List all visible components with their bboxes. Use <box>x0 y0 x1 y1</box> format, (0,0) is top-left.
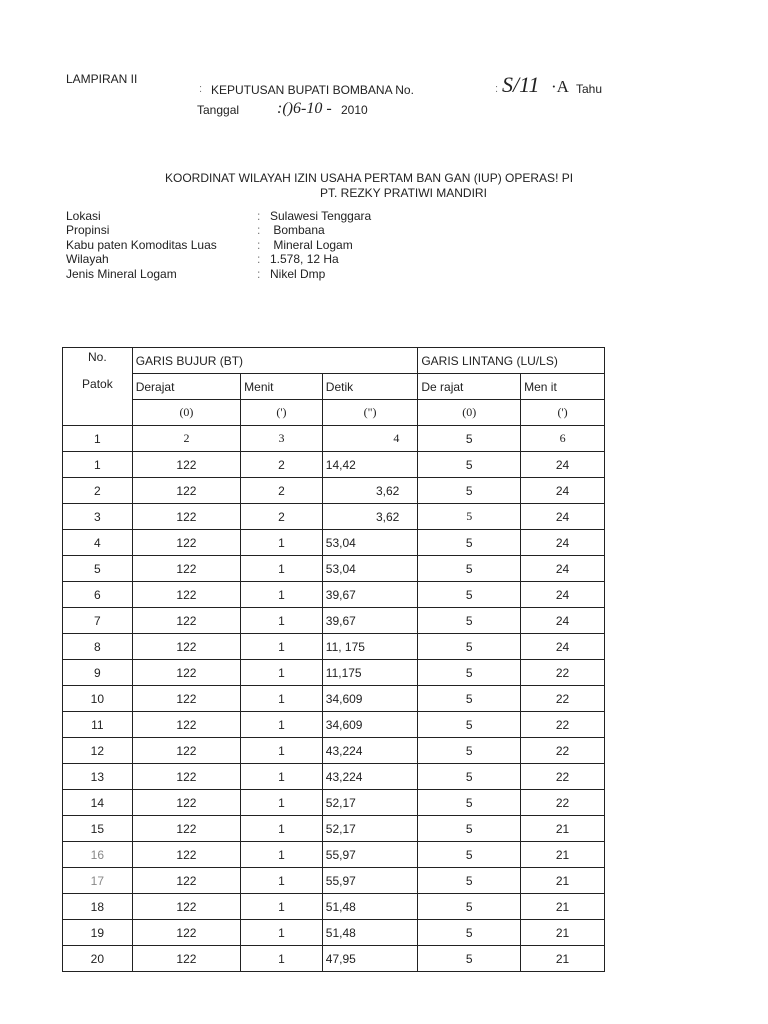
patok-number: 1 <box>63 452 133 478</box>
table-row <box>63 452 605 478</box>
coordinate-table <box>62 347 605 972</box>
lintang-derajat: 5 <box>418 920 521 946</box>
info-value: Sulawesi Tenggara <box>270 209 372 223</box>
table-row <box>63 608 605 634</box>
info-label: Kabu paten Komoditas Luas <box>66 238 217 252</box>
bujur-menit: 1 <box>241 530 323 556</box>
bujur-detik: 55,97 <box>322 868 418 894</box>
bujur-derajat: 122 <box>132 738 240 764</box>
lintang-menit: 24 <box>521 556 605 582</box>
patok-label: Patok <box>82 377 113 391</box>
patok-number: 7 <box>63 608 133 634</box>
table-row <box>63 738 605 764</box>
info-label: Propinsi <box>66 223 110 237</box>
lintang-derajat: 5 <box>418 556 521 582</box>
separator: : <box>257 238 261 252</box>
table-row <box>63 660 605 686</box>
index-cell: 3 <box>241 426 323 452</box>
patok-number: 8 <box>63 634 133 660</box>
lintang-derajat: 5 <box>418 946 521 972</box>
bujur-detik: 52,17 <box>322 790 418 816</box>
lintang-menit: 24 <box>521 478 605 504</box>
patok-number: 19 <box>63 920 133 946</box>
lampiran-label: LAMPIRAN II <box>66 72 138 86</box>
bujur-derajat: 122 <box>132 582 240 608</box>
lintang-derajat: 5 <box>418 478 521 504</box>
table-row <box>63 478 605 504</box>
lintang-menit: 22 <box>521 790 605 816</box>
lintang-menit: 22 <box>521 660 605 686</box>
bujur-detik: 55,97 <box>322 842 418 868</box>
info-value: Bombana <box>270 223 325 237</box>
bujur-menit: 2 <box>241 452 323 478</box>
no-label: No. <box>88 350 107 364</box>
lintang-derajat: 5 <box>418 842 521 868</box>
unit-cell: (0) <box>418 400 521 426</box>
lintang-menit: 24 <box>521 634 605 660</box>
index-row <box>63 426 605 452</box>
patok-number: 20 <box>63 946 133 972</box>
lintang-derajat: 5 <box>418 764 521 790</box>
bujur-derajat: 122 <box>132 686 240 712</box>
lintang-derajat: 5 <box>418 738 521 764</box>
bujur-derajat: 122 <box>132 530 240 556</box>
keputusan-label: KEPUTUSAN BUPATI BOMBANA No. <box>211 83 414 97</box>
bujur-derajat: 122 <box>132 608 240 634</box>
decree-number-suffix: ·A <box>551 77 569 96</box>
lintang-menit: 21 <box>521 816 605 842</box>
menit-header: Menit <box>241 374 323 400</box>
lintang-menit: 22 <box>521 686 605 712</box>
index-cell: 6 <box>521 426 605 452</box>
bujur-detik: 14,42 <box>322 452 418 478</box>
bujur-detik: 39,67 <box>322 608 418 634</box>
bujur-derajat: 122 <box>132 764 240 790</box>
lintang-derajat: 5 <box>418 530 521 556</box>
bujur-detik: 47,95 <box>322 946 418 972</box>
lintang-menit: 22 <box>521 712 605 738</box>
bujur-derajat: 122 <box>132 842 240 868</box>
bujur-menit: 1 <box>241 582 323 608</box>
lintang-menit: 24 <box>521 504 605 530</box>
patok-number: 14 <box>63 790 133 816</box>
lintang-menit: 21 <box>521 868 605 894</box>
separator: : <box>199 83 203 95</box>
unit-cell: (") <box>322 400 418 426</box>
bujur-detik: 43,224 <box>322 738 418 764</box>
bujur-detik: 52,17 <box>322 816 418 842</box>
bujur-header: GARIS BUJUR (BT) <box>132 348 418 374</box>
patok-number: 4 <box>63 530 133 556</box>
table-row <box>63 686 605 712</box>
patok-number: 12 <box>63 738 133 764</box>
separator: : <box>257 267 261 281</box>
bujur-menit: 1 <box>241 608 323 634</box>
tanggal-label: Tanggal <box>197 103 240 117</box>
bujur-detik: 34,609 <box>322 686 418 712</box>
table-row <box>63 868 605 894</box>
table-row <box>63 504 605 530</box>
index-cell: 1 <box>63 426 133 452</box>
derajat-header: Derajat <box>132 374 240 400</box>
bujur-detik: 3,62 <box>322 478 418 504</box>
bujur-menit: 2 <box>241 504 323 530</box>
lintang-derajat-header: De rajat <box>418 374 521 400</box>
separator: : <box>495 83 499 95</box>
lintang-derajat: 5 <box>418 634 521 660</box>
bujur-menit: 1 <box>241 738 323 764</box>
bujur-derajat: 122 <box>132 478 240 504</box>
lintang-derajat: 5 <box>418 894 521 920</box>
bujur-detik: 53,04 <box>322 530 418 556</box>
lintang-derajat: 5 <box>418 582 521 608</box>
table-row <box>63 920 605 946</box>
table-row <box>63 816 605 842</box>
bujur-derajat: 122 <box>132 894 240 920</box>
table-row <box>63 764 605 790</box>
bujur-detik: 11,175 <box>322 660 418 686</box>
table-row <box>63 790 605 816</box>
lintang-derajat: 5 <box>418 504 521 530</box>
patok-number: 13 <box>63 764 133 790</box>
lintang-menit: 24 <box>521 582 605 608</box>
bujur-detik: 39,67 <box>322 582 418 608</box>
table-row <box>63 946 605 972</box>
info-label: Lokasi <box>66 209 101 223</box>
lintang-menit: 24 <box>521 608 605 634</box>
bujur-menit: 1 <box>241 842 323 868</box>
bujur-derajat: 122 <box>132 712 240 738</box>
lintang-menit: 22 <box>521 764 605 790</box>
lintang-menit: 24 <box>521 452 605 478</box>
bujur-detik: 43,224 <box>322 764 418 790</box>
patok-number: 5 <box>63 556 133 582</box>
bujur-derajat: 122 <box>132 634 240 660</box>
index-cell: 2 <box>132 426 240 452</box>
lintang-derajat: 5 <box>418 608 521 634</box>
bujur-menit: 1 <box>241 556 323 582</box>
unit-cell: (0) <box>132 400 240 426</box>
index-cell: 4 <box>322 426 418 452</box>
company-name: PT. REZKY PRATIWI MANDIRI <box>320 186 487 200</box>
index-cell: 5 <box>418 426 521 452</box>
lintang-menit: 21 <box>521 894 605 920</box>
bujur-detik: 3,62 <box>322 504 418 530</box>
no-patok-header <box>63 348 133 426</box>
lintang-derajat: 5 <box>418 660 521 686</box>
lintang-header: GARIS LINTANG (LU/LS) <box>418 348 605 374</box>
bujur-menit: 1 <box>241 712 323 738</box>
info-value: Mineral Logam <box>270 238 353 252</box>
bujur-detik: 51,48 <box>322 920 418 946</box>
patok-number: 10 <box>63 686 133 712</box>
bujur-menit: 1 <box>241 764 323 790</box>
patok-number: 15 <box>63 816 133 842</box>
lintang-derajat: 5 <box>418 790 521 816</box>
lintang-menit: 21 <box>521 920 605 946</box>
table-row <box>63 634 605 660</box>
patok-number: 9 <box>63 660 133 686</box>
bujur-menit: 1 <box>241 790 323 816</box>
tanggal-handwritten: :()6-10 - <box>277 100 332 117</box>
bujur-derajat: 122 <box>132 556 240 582</box>
lintang-menit: 22 <box>521 738 605 764</box>
bujur-derajat: 122 <box>132 920 240 946</box>
lintang-menit-header: Men it <box>521 374 605 400</box>
bujur-menit: 1 <box>241 660 323 686</box>
bujur-menit: 2 <box>241 478 323 504</box>
unit-cell: (') <box>521 400 605 426</box>
table-row <box>63 582 605 608</box>
patok-number: 2 <box>63 478 133 504</box>
bujur-detik: 11, 175 <box>322 634 418 660</box>
bujur-derajat: 122 <box>132 452 240 478</box>
document-title: KOORDINAT WILAYAH IZIN USAHA PERTAM BAN GAN (IUP) OPERAS! PI <box>165 171 574 185</box>
bujur-detik: 34,609 <box>322 712 418 738</box>
bujur-derajat: 122 <box>132 946 240 972</box>
bujur-detik: 51,48 <box>322 894 418 920</box>
bujur-menit: 1 <box>241 920 323 946</box>
bujur-menit: 1 <box>241 894 323 920</box>
tahun-label: Tahu <box>576 82 603 96</box>
lintang-menit: 24 <box>521 530 605 556</box>
lintang-menit: 21 <box>521 946 605 972</box>
info-label: Wilayah <box>66 252 109 266</box>
lintang-menit: 21 <box>521 842 605 868</box>
bujur-derajat: 122 <box>132 504 240 530</box>
table-row <box>63 842 605 868</box>
patok-number: 17 <box>63 868 133 894</box>
bujur-derajat: 122 <box>132 660 240 686</box>
lintang-derajat: 5 <box>418 868 521 894</box>
patok-number: 6 <box>63 582 133 608</box>
separator: : <box>257 209 261 223</box>
info-label: Jenis Mineral Logam <box>66 267 177 281</box>
lintang-derajat: 5 <box>418 452 521 478</box>
bujur-derajat: 122 <box>132 790 240 816</box>
bujur-menit: 1 <box>241 868 323 894</box>
info-value: Nikel Dmp <box>270 267 326 281</box>
table-row <box>63 894 605 920</box>
lintang-derajat: 5 <box>418 712 521 738</box>
bujur-menit: 1 <box>241 946 323 972</box>
patok-number: 3 <box>63 504 133 530</box>
unit-cell: (') <box>241 400 323 426</box>
patok-number: 11 <box>63 712 133 738</box>
bujur-derajat: 122 <box>132 868 240 894</box>
bujur-derajat: 122 <box>132 816 240 842</box>
table-row <box>63 530 605 556</box>
bujur-menit: 1 <box>241 634 323 660</box>
lintang-derajat: 5 <box>418 816 521 842</box>
separator: : <box>257 252 261 266</box>
tanggal-year: 2010 <box>341 103 368 117</box>
table-row <box>63 556 605 582</box>
bujur-menit: 1 <box>241 686 323 712</box>
decree-number: S/11 <box>502 72 540 97</box>
info-value: 1.578, 12 Ha <box>270 252 339 266</box>
patok-number: 16 <box>63 842 133 868</box>
table-row <box>63 712 605 738</box>
bujur-detik: 53,04 <box>322 556 418 582</box>
separator: : <box>257 223 261 237</box>
patok-number: 18 <box>63 894 133 920</box>
lintang-derajat: 5 <box>418 686 521 712</box>
detik-header: Detik <box>322 374 418 400</box>
bujur-menit: 1 <box>241 816 323 842</box>
